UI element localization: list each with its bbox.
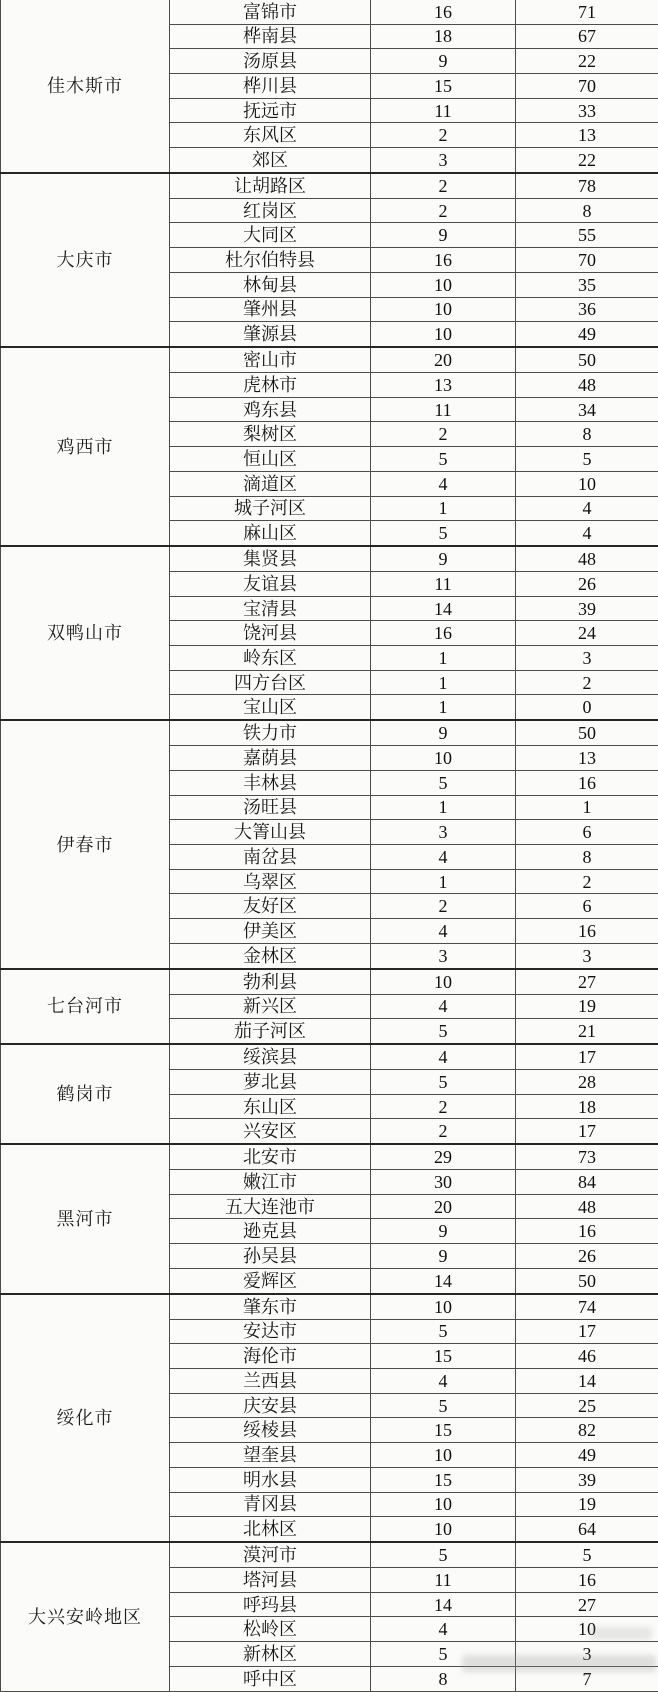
district-cell: 丰林县 — [170, 770, 371, 795]
value1-cell: 10 — [371, 1443, 516, 1468]
value2-cell: 5 — [516, 1542, 658, 1567]
value1-cell: 5 — [371, 1393, 516, 1418]
value1-cell: 2 — [371, 123, 516, 148]
value2-cell: 71 — [516, 0, 658, 24]
city-cell: 鹤岗市 — [1, 1044, 170, 1144]
table-row — [1, 1542, 658, 1567]
value2-cell: 18 — [516, 1094, 658, 1119]
district-cell: 庆安县 — [170, 1393, 371, 1418]
district-cell: 肇州县 — [170, 297, 371, 322]
value2-cell: 35 — [516, 272, 658, 297]
value1-cell: 9 — [371, 49, 516, 74]
value1-cell: 29 — [371, 1144, 516, 1169]
district-cell: 城子河区 — [170, 496, 371, 521]
district-cell: 四方台区 — [170, 670, 371, 695]
value2-cell: 67 — [516, 24, 658, 49]
district-cell: 东山区 — [170, 1094, 371, 1119]
value2-cell: 2 — [516, 670, 658, 695]
value2-cell: 27 — [516, 969, 658, 994]
value2-cell: 70 — [516, 248, 658, 273]
value2-cell: 49 — [516, 1443, 658, 1468]
value1-cell: 1 — [371, 670, 516, 695]
value1-cell: 15 — [371, 1467, 516, 1492]
value2-cell: 16 — [516, 1567, 658, 1592]
city-cell: 鸡西市 — [1, 347, 170, 546]
value2-cell: 55 — [516, 223, 658, 248]
district-cell: 梨树区 — [170, 422, 371, 447]
district-cell: 兴安区 — [170, 1119, 371, 1144]
value1-cell: 4 — [371, 919, 516, 944]
value2-cell: 25 — [516, 1393, 658, 1418]
value1-cell: 11 — [371, 571, 516, 596]
district-cell: 呼中区 — [170, 1666, 371, 1691]
district-cell: 肇源县 — [170, 322, 371, 347]
table-row — [1, 173, 658, 198]
value1-cell: 2 — [371, 198, 516, 223]
district-cell: 让胡路区 — [170, 173, 371, 198]
value1-cell: 4 — [371, 1044, 516, 1069]
value1-cell: 5 — [371, 1069, 516, 1094]
value1-cell: 11 — [371, 98, 516, 123]
value1-cell: 4 — [371, 994, 516, 1019]
value1-cell: 10 — [371, 272, 516, 297]
value1-cell: 10 — [371, 297, 516, 322]
district-cell: 明水县 — [170, 1467, 371, 1492]
district-cell: 滴道区 — [170, 471, 371, 496]
value1-cell: 2 — [371, 1094, 516, 1119]
value2-cell: 39 — [516, 596, 658, 621]
district-cell: 杜尔伯特县 — [170, 248, 371, 273]
value2-cell: 24 — [516, 621, 658, 646]
district-cell: 萝北县 — [170, 1069, 371, 1094]
table-row — [1, 1294, 658, 1319]
district-cell: 友好区 — [170, 894, 371, 919]
value2-cell: 4 — [516, 496, 658, 521]
value2-cell: 48 — [516, 373, 658, 398]
value2-cell: 16 — [516, 770, 658, 795]
value2-cell: 48 — [516, 546, 658, 571]
district-cell: 铁力市 — [170, 720, 371, 745]
value2-cell: 46 — [516, 1344, 658, 1369]
district-cell: 桦南县 — [170, 24, 371, 49]
value2-cell: 10 — [516, 471, 658, 496]
value2-cell: 6 — [516, 894, 658, 919]
district-cell: 五大连池市 — [170, 1194, 371, 1219]
value2-cell: 19 — [516, 994, 658, 1019]
value1-cell: 5 — [371, 770, 516, 795]
district-cell: 孙吴县 — [170, 1244, 371, 1269]
district-cell: 恒山区 — [170, 447, 371, 472]
district-cell: 宝清县 — [170, 596, 371, 621]
value1-cell: 9 — [371, 223, 516, 248]
district-cell: 绥滨县 — [170, 1044, 371, 1069]
value2-cell: 6 — [516, 820, 658, 845]
value2-cell: 4 — [516, 521, 658, 546]
district-cell: 呼玛县 — [170, 1592, 371, 1617]
value1-cell: 14 — [371, 1592, 516, 1617]
value1-cell: 5 — [371, 1642, 516, 1667]
value2-cell: 84 — [516, 1170, 658, 1195]
value2-cell: 34 — [516, 397, 658, 422]
table-row — [1, 546, 658, 571]
value1-cell: 10 — [371, 1294, 516, 1319]
value1-cell: 11 — [371, 1567, 516, 1592]
value1-cell: 5 — [371, 1319, 516, 1344]
value1-cell: 15 — [371, 1418, 516, 1443]
value2-cell: 3 — [516, 943, 658, 968]
district-cell: 北林区 — [170, 1517, 371, 1542]
district-cell: 北安市 — [170, 1144, 371, 1169]
value1-cell: 16 — [371, 621, 516, 646]
value2-cell: 16 — [516, 919, 658, 944]
district-cell: 郊区 — [170, 148, 371, 173]
value1-cell: 15 — [371, 73, 516, 98]
city-cell: 伊春市 — [1, 720, 170, 968]
district-cell: 麻山区 — [170, 521, 371, 546]
value2-cell: 33 — [516, 98, 658, 123]
value1-cell: 14 — [371, 596, 516, 621]
value2-cell: 74 — [516, 1294, 658, 1319]
district-cell: 新兴区 — [170, 994, 371, 1019]
value1-cell: 10 — [371, 322, 516, 347]
value1-cell: 2 — [371, 173, 516, 198]
district-cell: 汤旺县 — [170, 795, 371, 820]
value1-cell: 2 — [371, 894, 516, 919]
value2-cell: 17 — [516, 1319, 658, 1344]
value2-cell: 17 — [516, 1044, 658, 1069]
value2-cell: 3 — [516, 1642, 658, 1667]
district-cell: 红岗区 — [170, 198, 371, 223]
district-cell: 绥棱县 — [170, 1418, 371, 1443]
district-cell: 虎林市 — [170, 373, 371, 398]
district-cell: 望奎县 — [170, 1443, 371, 1468]
value1-cell: 16 — [371, 0, 516, 24]
district-cell: 勃利县 — [170, 969, 371, 994]
value1-cell: 10 — [371, 1492, 516, 1517]
district-cell: 林甸县 — [170, 272, 371, 297]
value2-cell: 26 — [516, 1244, 658, 1269]
value1-cell: 4 — [371, 471, 516, 496]
value1-cell: 1 — [371, 695, 516, 720]
value1-cell: 5 — [371, 447, 516, 472]
value1-cell: 8 — [371, 1666, 516, 1691]
district-cell: 新林区 — [170, 1642, 371, 1667]
table-body — [1, 0, 658, 1692]
district-cell: 嫩江市 — [170, 1170, 371, 1195]
district-cell: 汤原县 — [170, 49, 371, 74]
district-cell: 爱辉区 — [170, 1268, 371, 1293]
table-row — [1, 1044, 658, 1069]
value2-cell: 50 — [516, 1268, 658, 1293]
table-row — [1, 720, 658, 745]
value2-cell: 82 — [516, 1418, 658, 1443]
value2-cell: 19 — [516, 1492, 658, 1517]
value2-cell: 2 — [516, 869, 658, 894]
value1-cell: 20 — [371, 347, 516, 372]
district-cell: 兰西县 — [170, 1369, 371, 1394]
district-cell: 逊克县 — [170, 1219, 371, 1244]
value2-cell: 22 — [516, 148, 658, 173]
city-cell: 佳木斯市 — [1, 0, 170, 173]
value2-cell: 70 — [516, 73, 658, 98]
table-row — [1, 347, 658, 372]
value1-cell: 1 — [371, 646, 516, 671]
table-row — [1, 0, 658, 24]
district-cell: 嘉荫县 — [170, 746, 371, 771]
value2-cell: 64 — [516, 1517, 658, 1542]
value2-cell: 17 — [516, 1119, 658, 1144]
value2-cell: 49 — [516, 322, 658, 347]
value1-cell: 14 — [371, 1268, 516, 1293]
district-cell: 松岭区 — [170, 1617, 371, 1642]
district-cell: 伊美区 — [170, 919, 371, 944]
district-cell: 大同区 — [170, 223, 371, 248]
value1-cell: 20 — [371, 1194, 516, 1219]
value1-cell: 9 — [371, 546, 516, 571]
value2-cell: 21 — [516, 1019, 658, 1044]
city-cell: 大庆市 — [1, 173, 170, 347]
value2-cell: 28 — [516, 1069, 658, 1094]
value2-cell: 50 — [516, 347, 658, 372]
value2-cell: 48 — [516, 1194, 658, 1219]
district-cell: 南岔县 — [170, 845, 371, 870]
value1-cell: 5 — [371, 521, 516, 546]
value2-cell: 36 — [516, 297, 658, 322]
value2-cell: 78 — [516, 173, 658, 198]
district-cell: 东风区 — [170, 123, 371, 148]
district-cell: 集贤县 — [170, 546, 371, 571]
city-cell: 黑河市 — [1, 1144, 170, 1294]
value2-cell: 8 — [516, 845, 658, 870]
district-cell: 塔河县 — [170, 1567, 371, 1592]
value2-cell: 10 — [516, 1617, 658, 1642]
district-cell: 岭东区 — [170, 646, 371, 671]
district-cell: 富锦市 — [170, 0, 371, 24]
district-cell: 抚远市 — [170, 98, 371, 123]
value2-cell: 22 — [516, 49, 658, 74]
value2-cell: 8 — [516, 198, 658, 223]
city-cell: 大兴安岭地区 — [1, 1542, 170, 1691]
district-cell: 海伦市 — [170, 1344, 371, 1369]
value1-cell: 10 — [371, 969, 516, 994]
value1-cell: 5 — [371, 1542, 516, 1567]
district-cell: 鸡东县 — [170, 397, 371, 422]
value1-cell: 16 — [371, 248, 516, 273]
value1-cell: 2 — [371, 422, 516, 447]
district-cell: 漠河市 — [170, 1542, 371, 1567]
district-cell: 金林区 — [170, 943, 371, 968]
value1-cell: 15 — [371, 1344, 516, 1369]
value2-cell: 27 — [516, 1592, 658, 1617]
value2-cell: 7 — [516, 1666, 658, 1691]
table-row — [1, 1144, 658, 1169]
value1-cell: 2 — [371, 1119, 516, 1144]
value1-cell: 1 — [371, 869, 516, 894]
value2-cell: 13 — [516, 746, 658, 771]
city-cell: 七台河市 — [1, 969, 170, 1044]
value2-cell: 26 — [516, 571, 658, 596]
value1-cell: 3 — [371, 943, 516, 968]
district-cell: 肇东市 — [170, 1294, 371, 1319]
value2-cell: 0 — [516, 695, 658, 720]
value2-cell: 1 — [516, 795, 658, 820]
value2-cell: 16 — [516, 1219, 658, 1244]
district-cell: 密山市 — [170, 347, 371, 372]
value1-cell: 13 — [371, 373, 516, 398]
value2-cell: 8 — [516, 422, 658, 447]
value1-cell: 4 — [371, 1617, 516, 1642]
value1-cell: 4 — [371, 845, 516, 870]
value1-cell: 11 — [371, 397, 516, 422]
district-cell: 安达市 — [170, 1319, 371, 1344]
value1-cell: 1 — [371, 496, 516, 521]
value1-cell: 4 — [371, 1369, 516, 1394]
value1-cell: 9 — [371, 720, 516, 745]
table-row — [1, 969, 658, 994]
value2-cell: 14 — [516, 1369, 658, 1394]
value1-cell: 10 — [371, 746, 516, 771]
district-cell: 乌翠区 — [170, 869, 371, 894]
value1-cell: 3 — [371, 148, 516, 173]
district-cell: 大箐山县 — [170, 820, 371, 845]
district-cell: 桦川县 — [170, 73, 371, 98]
district-cell: 友谊县 — [170, 571, 371, 596]
value1-cell: 9 — [371, 1244, 516, 1269]
value2-cell: 50 — [516, 720, 658, 745]
value1-cell: 9 — [371, 1219, 516, 1244]
value1-cell: 5 — [371, 1019, 516, 1044]
district-cell: 茄子河区 — [170, 1019, 371, 1044]
value1-cell: 18 — [371, 24, 516, 49]
district-cell: 饶河县 — [170, 621, 371, 646]
value2-cell: 3 — [516, 646, 658, 671]
value1-cell: 3 — [371, 820, 516, 845]
value2-cell: 39 — [516, 1467, 658, 1492]
value1-cell: 30 — [371, 1170, 516, 1195]
value2-cell: 73 — [516, 1144, 658, 1169]
value2-cell: 5 — [516, 447, 658, 472]
value1-cell: 1 — [371, 795, 516, 820]
value2-cell: 13 — [516, 123, 658, 148]
value1-cell: 10 — [371, 1517, 516, 1542]
city-cell: 双鸭山市 — [1, 546, 170, 720]
district-cell: 宝山区 — [170, 695, 371, 720]
city-cell: 绥化市 — [1, 1294, 170, 1542]
district-cell: 青冈县 — [170, 1492, 371, 1517]
